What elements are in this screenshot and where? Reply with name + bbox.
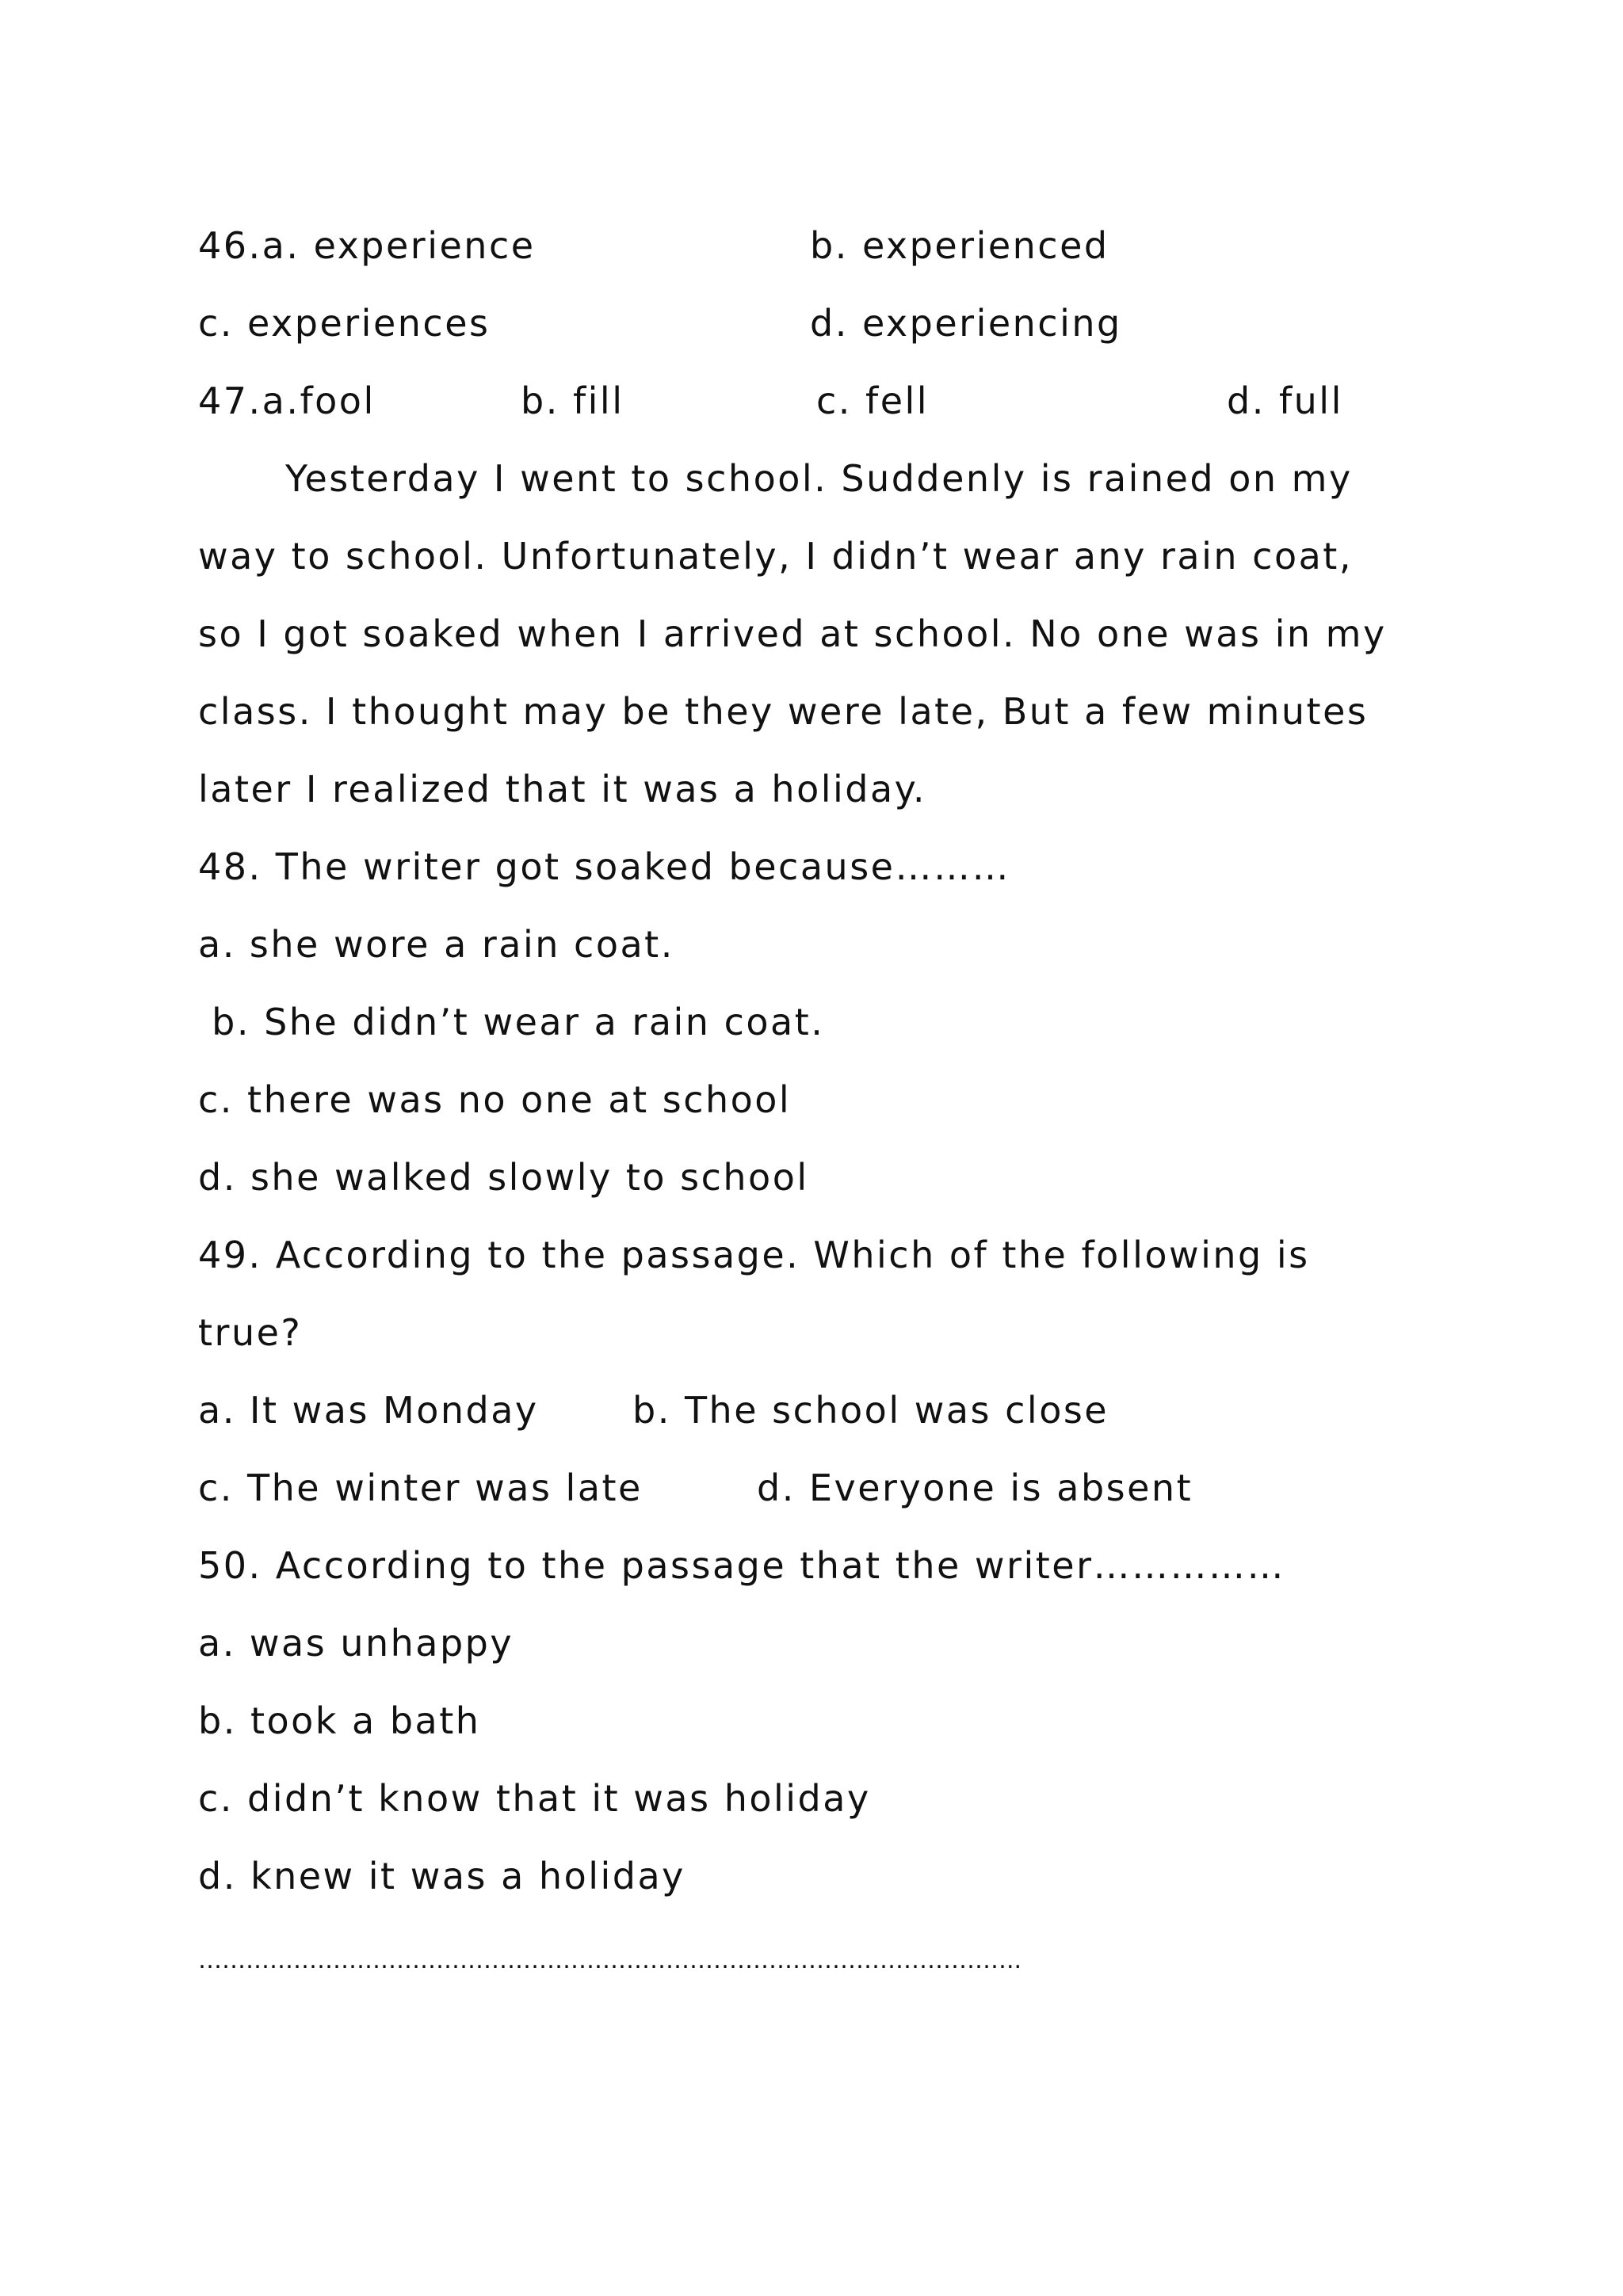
q48-question: 48. The writer got soaked because……… xyxy=(198,845,1010,888)
q50-option-b: b. took a bath xyxy=(198,1699,481,1742)
q47-option-d: d. full xyxy=(1227,379,1343,422)
q46-option-d: d. experiencing xyxy=(810,302,1122,345)
q46-option-c: c. experiences xyxy=(198,302,491,345)
q46-row-2 xyxy=(198,296,1122,351)
q48-option-b: b. She didn’t wear a rain coat. xyxy=(198,1001,825,1043)
q49-question-line-2: true? xyxy=(198,1311,303,1354)
q47-option-a: 47.a.fool xyxy=(198,379,376,422)
q49-row-1 xyxy=(198,1383,1109,1438)
q46-option-b: b. experienced xyxy=(810,224,1109,267)
passage-line-1: Yesterday I went to school. Suddenly is rained on my xyxy=(285,457,1353,500)
q50-option-c: c. didn’t know that it was holiday xyxy=(198,1777,871,1820)
q50-option-d: d. knew it was a holiday xyxy=(198,1855,685,1897)
q48-option-d: d. she walked slowly to school xyxy=(198,1156,809,1199)
passage-line-2: way to school. Unfortunately, I didn’t wear any rain coat, xyxy=(198,535,1353,578)
q49-option-a: a. It was Monday xyxy=(198,1389,539,1432)
q49-option-d: d. Everyone is absent xyxy=(757,1466,1193,1509)
q49-row-2 xyxy=(198,1460,1193,1516)
q50-question: 50. According to the passage that the writer…………… xyxy=(198,1544,1285,1587)
q46-option-a: 46.a. experience xyxy=(198,224,536,267)
passage-line-5: later I realized that it was a holiday. xyxy=(198,768,926,810)
passage-line-4: class. I thought may be they were late, But a few minutes xyxy=(198,690,1369,733)
q50-option-a: a. was unhappy xyxy=(198,1622,514,1665)
dotted-divider: ………………………………………………………………………………………….. xyxy=(198,1947,1022,1974)
q49-question-line-1: 49. According to the passage. Which of the following is xyxy=(198,1234,1310,1276)
q47-row xyxy=(198,373,1343,429)
passage-line-3: so I got soaked when I arrived at school. No one was in my xyxy=(198,612,1387,655)
q49-option-b: b. The school was close xyxy=(632,1389,1109,1432)
q46-row-1 xyxy=(198,218,1109,273)
q47-option-c: c. fell xyxy=(816,379,930,422)
q48-option-a: a. she wore a rain coat. xyxy=(198,923,674,966)
q48-option-c: c. there was no one at school xyxy=(198,1078,792,1121)
q47-option-b: b. fill xyxy=(521,379,624,422)
q49-option-c: c. The winter was late xyxy=(198,1466,643,1509)
